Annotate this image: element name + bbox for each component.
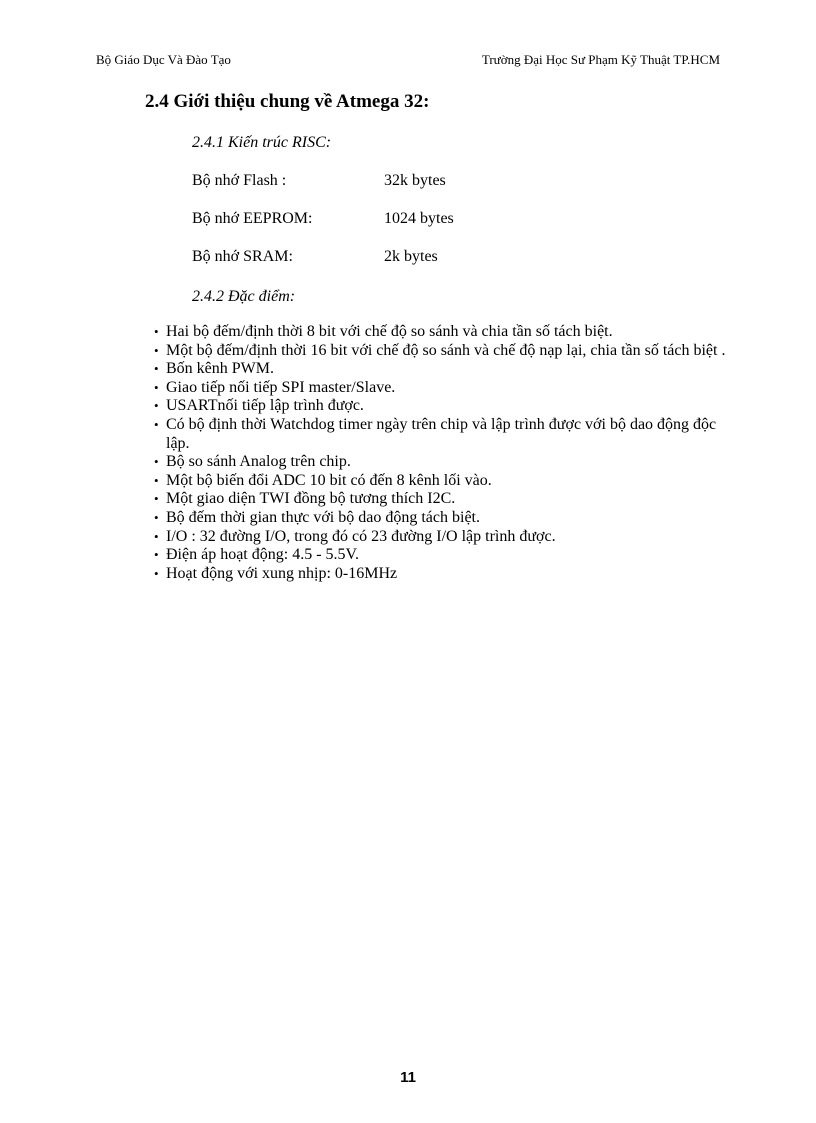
list-item: [142, 379, 732, 398]
bullet-icon: •: [154, 361, 159, 377]
feature-text: Bộ so sánh Analog trên chip.: [166, 453, 351, 471]
bullet-icon: •: [154, 472, 159, 488]
feature-text: I/O : 32 đường I/O, trong đó có 23 đường I/O lập trình được.: [166, 527, 556, 545]
page-number: 11: [400, 1069, 416, 1086]
bullet-icon: •: [154, 565, 159, 581]
feature-text: Giao tiếp nối tiếp SPI master/Slave.: [166, 378, 396, 396]
list-item: [142, 509, 732, 528]
feature-text: Bộ đếm thời gian thực với bộ dao động tách biệt.: [166, 508, 480, 526]
memory-label: Bộ nhớ SRAM:: [192, 248, 293, 265]
list-item: [142, 565, 732, 584]
list-item: [142, 490, 732, 509]
bullet-icon: •: [154, 379, 159, 395]
list-item: [142, 360, 732, 379]
section-title: 2.4 Giới thiệu chung về Atmega 32:: [145, 91, 430, 112]
feature-text: Hai bộ đếm/định thời 8 bit với chế độ so sánh và chia tần số tách biệt.: [166, 323, 613, 340]
feature-text: USARTnối tiếp lập trình được.: [166, 397, 364, 415]
list-item: [142, 342, 732, 361]
memory-label: Bộ nhớ Flash :: [192, 172, 287, 189]
list-item: [142, 416, 732, 453]
list-item: [142, 546, 732, 565]
memory-value: 1024 bytes: [384, 210, 454, 227]
subsection-risc-title: 2.4.1 Kiến trúc RISC:: [192, 134, 332, 151]
feature-text: Bốn kênh PWM.: [166, 360, 274, 378]
features-list: [142, 323, 732, 583]
feature-text: Có bộ định thời Watchdog timer ngày trên chip và lập trình được với bộ dao động độc lập.: [166, 415, 717, 452]
bullet-icon: •: [154, 342, 159, 358]
header-left: Bộ Giáo Dục Và Đào Tạo: [96, 52, 231, 67]
list-item: [142, 528, 732, 547]
bullet-icon: •: [154, 509, 159, 525]
memory-value: 32k bytes: [384, 172, 446, 189]
bullet-icon: •: [154, 528, 159, 544]
bullet-icon: •: [154, 547, 159, 563]
bullet-icon: •: [154, 416, 159, 432]
memory-label: Bộ nhớ EEPROM:: [192, 210, 313, 227]
list-item: [142, 397, 732, 416]
feature-text: Điện áp hoạt động: 4.5 - 5.5V.: [166, 546, 360, 564]
list-item: [142, 323, 732, 342]
bullet-icon: •: [154, 324, 159, 339]
header-right: Trường Đại Học Sư Phạm Kỹ Thuật TP.HCM: [481, 52, 720, 67]
list-item: [142, 472, 732, 491]
subsection-features-title: 2.4.2 Đặc điểm:: [192, 288, 296, 305]
feature-text: Một bộ biến đổi ADC 10 bit có đến 8 kênh lối vào.: [166, 471, 492, 489]
feature-text: Hoạt động với xung nhịp: 0-16MHz: [166, 564, 398, 582]
list-item: [142, 453, 732, 472]
bullet-icon: •: [154, 454, 159, 470]
bullet-icon: •: [154, 398, 159, 414]
memory-value: 2k bytes: [384, 248, 438, 265]
bullet-icon: •: [154, 491, 159, 507]
feature-text: Một bộ đếm/định thời 16 bit với chế độ so sánh và chế độ nạp lại, chia tần số tách biệt .: [166, 341, 726, 359]
feature-text: Một giao diện TWI đồng bộ tương thích I2C.: [166, 490, 456, 508]
